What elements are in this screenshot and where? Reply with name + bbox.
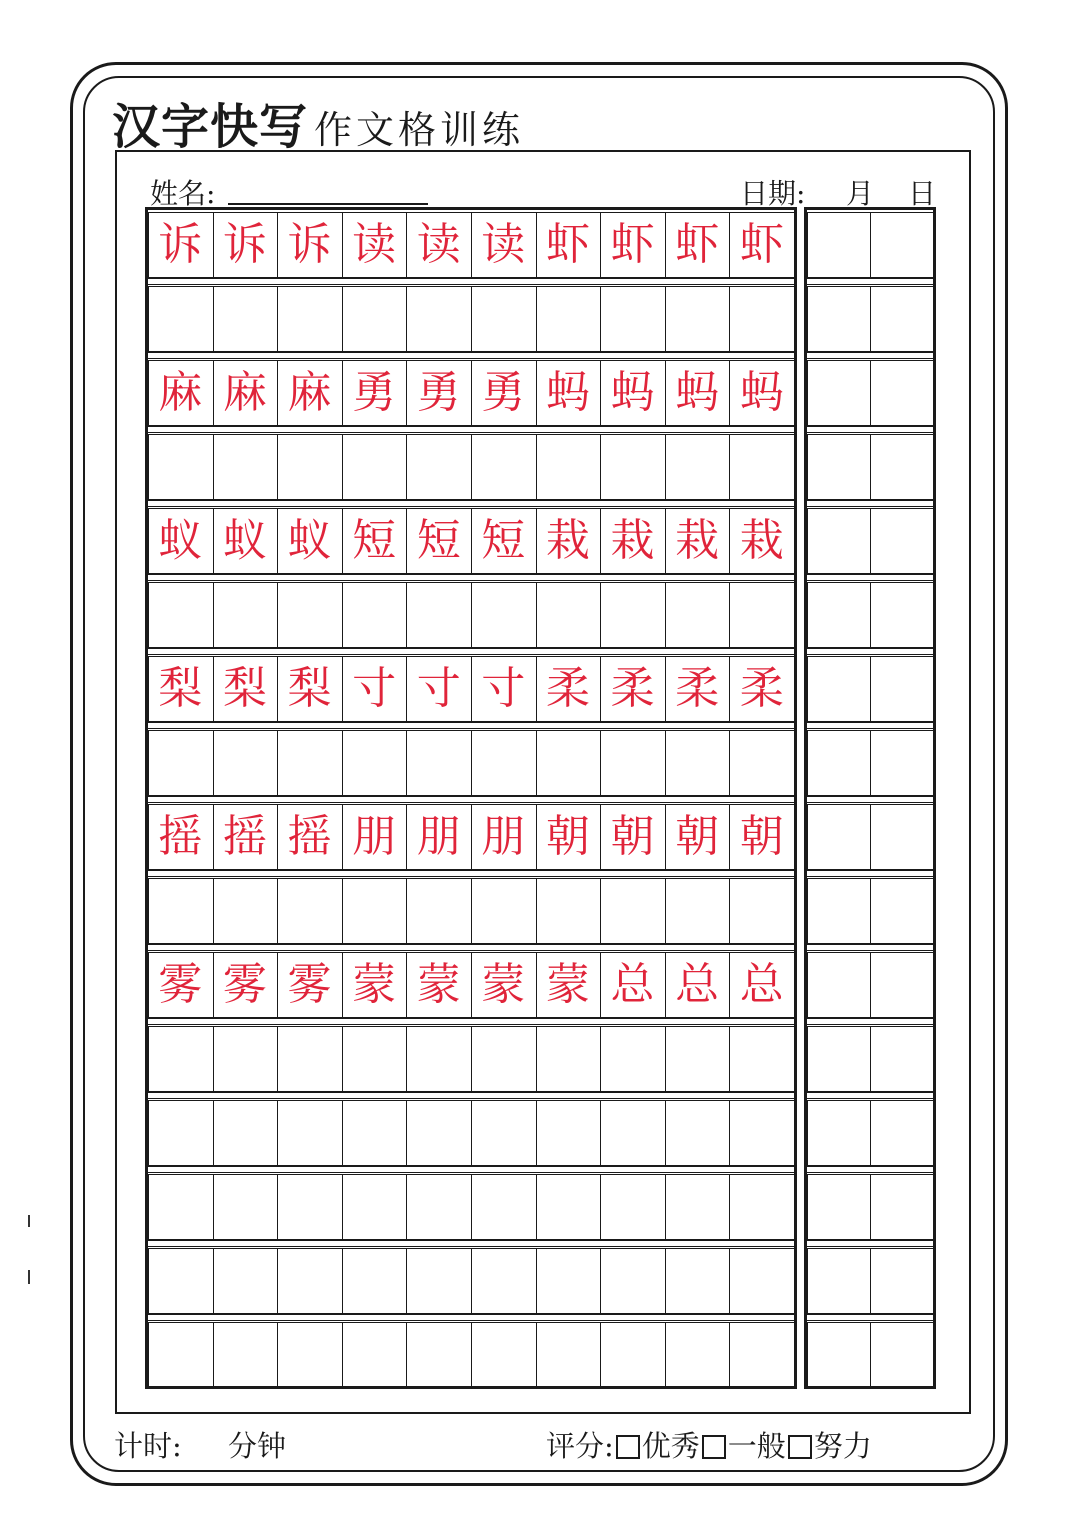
grid-cell[interactable] <box>536 1322 602 1388</box>
row-gap <box>148 1018 794 1025</box>
grid-cell[interactable] <box>342 582 408 648</box>
grid-cell[interactable] <box>277 1100 343 1166</box>
score-label: 评分: <box>546 1429 614 1463</box>
side-cell[interactable] <box>807 1322 871 1388</box>
row-gap <box>807 574 933 581</box>
row-gap <box>807 500 933 507</box>
grid-cell[interactable] <box>148 434 214 500</box>
practice-character: 短 <box>481 515 526 566</box>
grid-cell[interactable] <box>213 1100 279 1166</box>
grid-cell[interactable] <box>536 1026 602 1092</box>
grid-cell[interactable] <box>406 1322 472 1388</box>
grid-cell[interactable] <box>213 582 279 648</box>
grid-cell[interactable] <box>213 1026 279 1092</box>
practice-character: 短 <box>352 515 397 566</box>
row-gap <box>148 500 794 507</box>
grid-cell[interactable] <box>148 1248 214 1314</box>
side-cell[interactable] <box>807 1026 871 1092</box>
practice-character: 柔 <box>610 663 655 714</box>
side-cell[interactable] <box>870 360 934 426</box>
grid-cell[interactable] <box>729 582 795 648</box>
grid-cell[interactable] <box>729 1174 795 1240</box>
practice-character: 短 <box>416 515 461 566</box>
grid-cell[interactable] <box>148 286 214 352</box>
side-cell[interactable] <box>807 952 871 1018</box>
scan-mark <box>28 1270 30 1284</box>
side-cell[interactable] <box>870 1174 934 1240</box>
grid-cell[interactable] <box>600 434 666 500</box>
grid-cell[interactable] <box>471 286 537 352</box>
row-gap <box>148 796 794 803</box>
grid-cell[interactable] <box>600 1174 666 1240</box>
grid-cell[interactable] <box>342 878 408 944</box>
practice-character: 诉 <box>287 219 332 270</box>
side-cell[interactable] <box>870 212 934 278</box>
grid-cell[interactable] <box>729 1322 795 1388</box>
grid-cell[interactable] <box>536 286 602 352</box>
grid-cell[interactable] <box>342 1100 408 1166</box>
practice-character: 梨 <box>222 663 267 714</box>
side-cell[interactable] <box>870 730 934 796</box>
practice-character: 虾 <box>675 219 720 270</box>
practice-character: 蚁 <box>287 515 332 566</box>
row-gap <box>148 722 794 729</box>
side-cell[interactable] <box>807 508 871 574</box>
practice-character: 总 <box>610 959 655 1010</box>
side-cell[interactable] <box>807 360 871 426</box>
grid-cell[interactable] <box>600 1100 666 1166</box>
practice-character: 梨 <box>287 663 332 714</box>
grid-cell[interactable] <box>536 1174 602 1240</box>
practice-character: 寸 <box>352 663 397 714</box>
side-cell[interactable] <box>807 656 871 722</box>
page-title <box>112 88 524 157</box>
grid-cell[interactable] <box>213 730 279 796</box>
practice-character: 朝 <box>675 811 720 862</box>
grid-cell[interactable] <box>536 1100 602 1166</box>
score-area <box>546 1424 872 1465</box>
grid-cell[interactable] <box>665 878 731 944</box>
grid-cell[interactable] <box>342 1026 408 1092</box>
grid-cell[interactable] <box>600 1248 666 1314</box>
practice-character: 寸 <box>416 663 461 714</box>
grid-cell[interactable] <box>406 286 472 352</box>
row-gap <box>807 352 933 359</box>
grid-cell[interactable] <box>406 1174 472 1240</box>
row-gap <box>148 1240 794 1247</box>
grid-cell[interactable] <box>406 582 472 648</box>
grid-cell[interactable] <box>148 582 214 648</box>
grid-cell[interactable] <box>729 1100 795 1166</box>
practice-character: 麻 <box>158 367 203 418</box>
grid-cell[interactable] <box>213 434 279 500</box>
grid-cell[interactable] <box>148 878 214 944</box>
grid-cell[interactable] <box>277 286 343 352</box>
name-underline <box>228 203 428 205</box>
side-cell[interactable] <box>870 1322 934 1388</box>
grid-cell[interactable] <box>729 1248 795 1314</box>
practice-character: 栽 <box>610 515 655 566</box>
row-gap <box>148 352 794 359</box>
grid-cell[interactable] <box>342 1248 408 1314</box>
checkbox-effort[interactable] <box>788 1435 812 1459</box>
practice-character: 寸 <box>481 663 526 714</box>
row-gap <box>807 1018 933 1025</box>
grid-cell[interactable] <box>471 1174 537 1240</box>
grid-cell[interactable] <box>471 1248 537 1314</box>
grid-cell[interactable] <box>471 730 537 796</box>
practice-character: 梨 <box>158 663 203 714</box>
grid-cell[interactable] <box>665 1026 731 1092</box>
title-subtitle: 作文格训练 <box>314 108 525 152</box>
practice-character: 勇 <box>481 367 526 418</box>
side-cell[interactable] <box>807 1174 871 1240</box>
grid-cell[interactable] <box>213 1248 279 1314</box>
grid-cell[interactable] <box>406 1100 472 1166</box>
grid-cell[interactable] <box>536 582 602 648</box>
practice-character: 雾 <box>158 959 203 1010</box>
practice-character: 勇 <box>352 367 397 418</box>
option-average: 一般 <box>727 1429 786 1463</box>
practice-character: 总 <box>675 959 720 1010</box>
practice-character: 栽 <box>739 515 784 566</box>
side-cell[interactable] <box>807 212 871 278</box>
practice-character: 栽 <box>545 515 590 566</box>
practice-character: 朝 <box>739 811 784 862</box>
grid-cell[interactable] <box>277 730 343 796</box>
grid-cell[interactable] <box>665 434 731 500</box>
grid-cell[interactable] <box>600 286 666 352</box>
grid-cell[interactable] <box>665 286 731 352</box>
practice-character: 朋 <box>352 811 397 862</box>
grid-cell[interactable] <box>342 1322 408 1388</box>
practice-character: 虾 <box>610 219 655 270</box>
side-cell[interactable] <box>807 286 871 352</box>
grid-cell[interactable] <box>342 1174 408 1240</box>
grid-cell[interactable] <box>536 730 602 796</box>
practice-character: 读 <box>352 219 397 270</box>
practice-character: 柔 <box>545 663 590 714</box>
date-label: 日期: <box>740 177 806 210</box>
row-gap <box>148 648 794 655</box>
grid-cell[interactable] <box>277 1174 343 1240</box>
practice-character: 栽 <box>675 515 720 566</box>
grid-cell[interactable] <box>342 730 408 796</box>
practice-character: 蒙 <box>545 959 590 1010</box>
practice-character: 虾 <box>739 219 784 270</box>
option-excellent: 优秀 <box>641 1429 700 1463</box>
grid-cell[interactable] <box>600 1322 666 1388</box>
practice-character: 蚂 <box>610 367 655 418</box>
writing-grid <box>145 207 797 1389</box>
row-gap <box>807 278 933 285</box>
row-gap <box>807 648 933 655</box>
side-cell[interactable] <box>807 804 871 870</box>
practice-character: 朋 <box>416 811 461 862</box>
practice-character: 朝 <box>545 811 590 862</box>
practice-character: 蒙 <box>416 959 461 1010</box>
grid-cell[interactable] <box>213 286 279 352</box>
grid-cell[interactable] <box>148 1322 214 1388</box>
month-label: 月 <box>846 177 875 210</box>
practice-character: 柔 <box>675 663 720 714</box>
practice-character: 雾 <box>287 959 332 1010</box>
side-cell[interactable] <box>870 508 934 574</box>
row-gap <box>148 1314 794 1321</box>
practice-character: 麻 <box>287 367 332 418</box>
practice-character: 朋 <box>481 811 526 862</box>
side-cell[interactable] <box>807 878 871 944</box>
row-gap <box>807 1240 933 1247</box>
grid-cell[interactable] <box>406 878 472 944</box>
side-cell[interactable] <box>870 656 934 722</box>
grid-cell[interactable] <box>665 730 731 796</box>
grid-cell[interactable] <box>471 878 537 944</box>
grid-cell[interactable] <box>600 582 666 648</box>
row-gap <box>148 1092 794 1099</box>
practice-character: 摇 <box>222 811 267 862</box>
grid-cell[interactable] <box>213 1174 279 1240</box>
grid-cell[interactable] <box>277 1248 343 1314</box>
grid-cell[interactable] <box>665 1174 731 1240</box>
practice-character: 总 <box>739 959 784 1010</box>
row-gap <box>807 1166 933 1173</box>
practice-character: 蚂 <box>739 367 784 418</box>
grid-cell[interactable] <box>148 1026 214 1092</box>
side-grid <box>804 207 936 1389</box>
grid-cell[interactable] <box>277 1026 343 1092</box>
grid-cell[interactable] <box>729 730 795 796</box>
practice-character: 朝 <box>610 811 655 862</box>
grid-cell[interactable] <box>406 434 472 500</box>
grid-cell[interactable] <box>665 582 731 648</box>
scan-mark <box>28 1215 30 1227</box>
grid-cell[interactable] <box>600 878 666 944</box>
checkbox-average[interactable] <box>702 1435 726 1459</box>
grid-cell[interactable] <box>729 286 795 352</box>
grid-cell[interactable] <box>277 1322 343 1388</box>
grid-cell[interactable] <box>277 878 343 944</box>
side-cell[interactable] <box>870 952 934 1018</box>
grid-cell[interactable] <box>665 1100 731 1166</box>
practice-character: 摇 <box>158 811 203 862</box>
side-cell[interactable] <box>807 1248 871 1314</box>
row-gap <box>148 944 794 951</box>
grid-cell[interactable] <box>148 1174 214 1240</box>
grid-cell[interactable] <box>277 434 343 500</box>
row-gap <box>148 1166 794 1173</box>
practice-character: 蚂 <box>675 367 720 418</box>
row-gap <box>807 426 933 433</box>
side-cell[interactable] <box>870 1248 934 1314</box>
grid-cell[interactable] <box>536 434 602 500</box>
practice-character: 蚂 <box>545 367 590 418</box>
day-label: 日 <box>908 177 937 210</box>
side-cell[interactable] <box>870 878 934 944</box>
side-cell[interactable] <box>870 1100 934 1166</box>
practice-character: 勇 <box>416 367 461 418</box>
side-cell[interactable] <box>807 730 871 796</box>
practice-character: 摇 <box>287 811 332 862</box>
side-cell[interactable] <box>870 286 934 352</box>
side-cell[interactable] <box>870 434 934 500</box>
option-effort: 努力 <box>813 1429 872 1463</box>
side-cell[interactable] <box>870 1026 934 1092</box>
practice-character: 蒙 <box>481 959 526 1010</box>
row-gap <box>807 944 933 951</box>
row-gap <box>807 1314 933 1321</box>
grid-cell[interactable] <box>471 434 537 500</box>
practice-character: 诉 <box>158 219 203 270</box>
time-label: 计时: <box>114 1429 182 1463</box>
grid-cell[interactable] <box>729 434 795 500</box>
grid-cell[interactable] <box>342 434 408 500</box>
side-cell[interactable] <box>870 804 934 870</box>
row-gap <box>807 870 933 877</box>
row-gap <box>807 722 933 729</box>
minutes-label: 分钟 <box>228 1429 287 1463</box>
side-cell[interactable] <box>807 434 871 500</box>
grid-cell[interactable] <box>471 1026 537 1092</box>
title-bold: 汉字快写 <box>112 99 309 155</box>
grid-cell[interactable] <box>277 582 343 648</box>
row-gap <box>807 796 933 803</box>
row-gap <box>148 278 794 285</box>
side-cell[interactable] <box>870 582 934 648</box>
practice-character: 读 <box>416 219 461 270</box>
grid-cell[interactable] <box>213 1322 279 1388</box>
grid-cell[interactable] <box>471 582 537 648</box>
grid-cell[interactable] <box>406 1248 472 1314</box>
grid-cell[interactable] <box>406 1026 472 1092</box>
row-gap <box>148 870 794 877</box>
grid-cell[interactable] <box>536 1248 602 1314</box>
grid-cell[interactable] <box>471 1100 537 1166</box>
grid-cell[interactable] <box>600 730 666 796</box>
grid-cell[interactable] <box>148 1100 214 1166</box>
grid-cell[interactable] <box>342 286 408 352</box>
grid-cell[interactable] <box>471 1322 537 1388</box>
side-cell[interactable] <box>807 582 871 648</box>
practice-character: 蚁 <box>222 515 267 566</box>
practice-character: 麻 <box>222 367 267 418</box>
grid-cell[interactable] <box>729 1026 795 1092</box>
grid-cell[interactable] <box>536 878 602 944</box>
grid-cell[interactable] <box>665 1248 731 1314</box>
side-cell[interactable] <box>807 1100 871 1166</box>
row-gap <box>148 426 794 433</box>
practice-character: 虾 <box>545 219 590 270</box>
checkbox-excellent[interactable] <box>616 1435 640 1459</box>
practice-character: 柔 <box>739 663 784 714</box>
grid-cell[interactable] <box>729 878 795 944</box>
grid-cell[interactable] <box>148 730 214 796</box>
grid-cell[interactable] <box>406 730 472 796</box>
name-label: 姓名: <box>150 177 216 210</box>
grid-cell[interactable] <box>213 878 279 944</box>
practice-character: 蚁 <box>158 515 203 566</box>
grid-cell[interactable] <box>665 1322 731 1388</box>
grid-cell[interactable] <box>600 1026 666 1092</box>
practice-character: 读 <box>481 219 526 270</box>
practice-character: 蒙 <box>352 959 397 1010</box>
row-gap <box>148 574 794 581</box>
practice-character: 雾 <box>222 959 267 1010</box>
row-gap <box>807 1092 933 1099</box>
practice-character: 诉 <box>222 219 267 270</box>
